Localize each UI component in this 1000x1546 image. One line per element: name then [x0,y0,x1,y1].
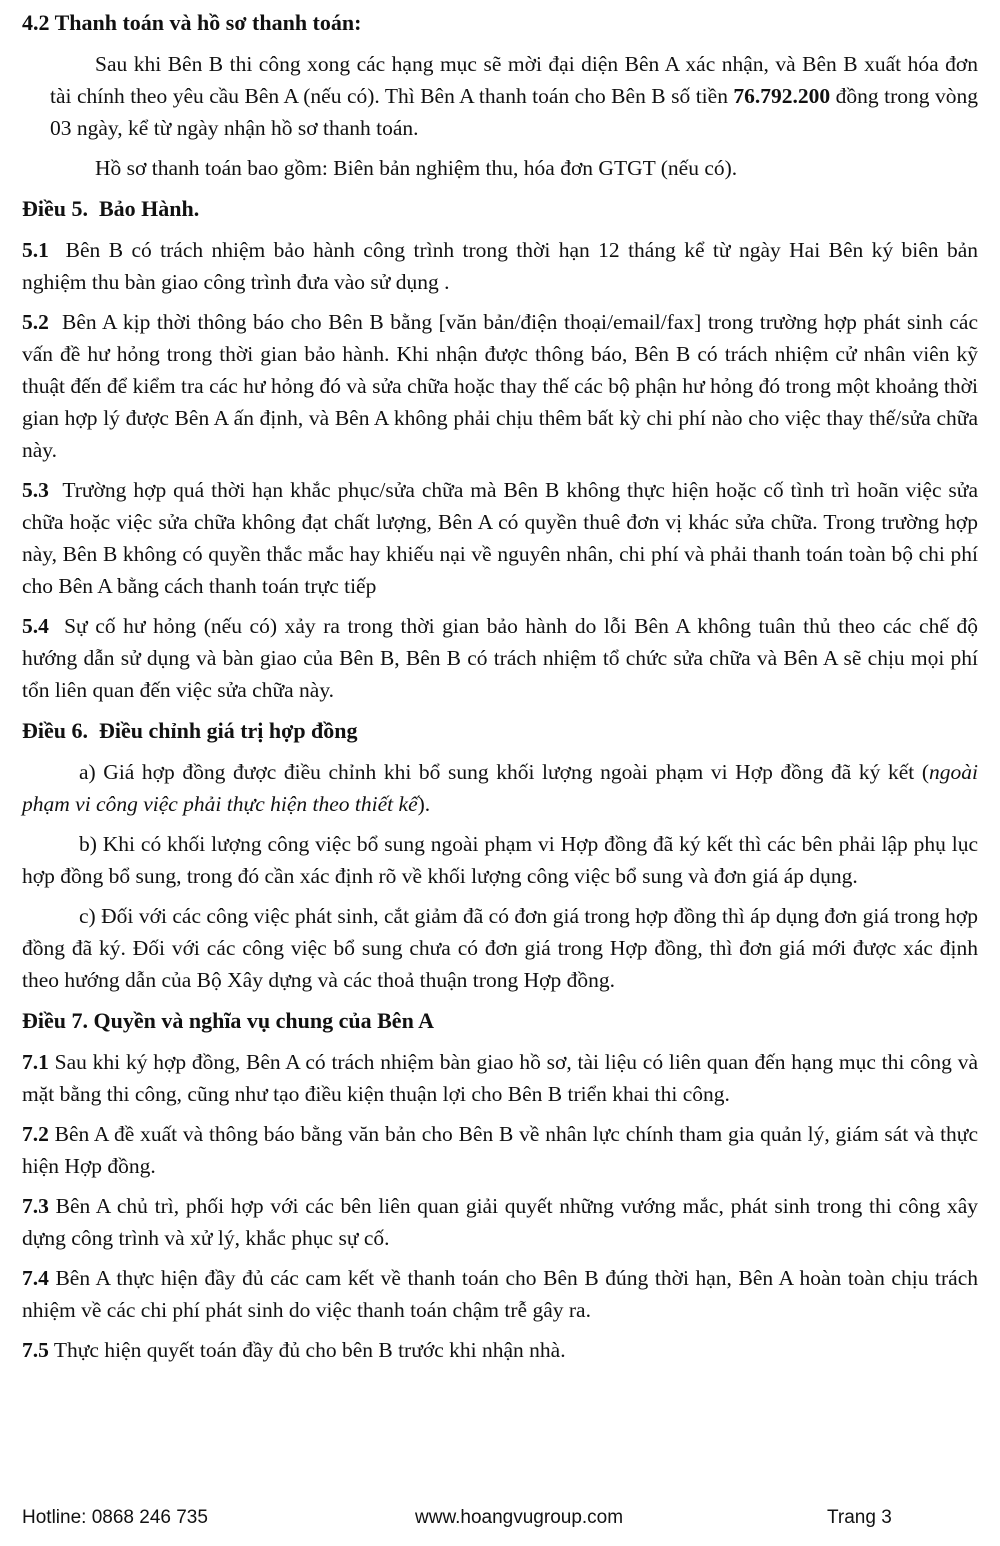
item-a-italic-text: ngoài phạm vi công việc phải thực hiện theo thiết kế [22,760,978,816]
clause-7-3-text: Bên A chủ trì, phối hợp với các bên liên quan giải quyết những vướng mắc, phát sinh trong thi công xây dựng công trình và xử lý, khắc phục sự cố. [22,1194,978,1250]
clause-5-4-text: Sự cố hư hỏng (nếu có) xảy ra trong thời gian bảo hành do lỗi Bên A không tuân thủ theo các chế độ hướng dẫn sử dụng và bàn giao của Bên B, Bên B có trách nhiệm tổ chức sửa chữa và Bên A sẽ chịu mọi phí tổn liên quan đến việc sửa chữa này. [22,614,978,702]
clause-5-2 [22,306,978,466]
footer-website: www.hoangvugroup.com [415,1507,624,1528]
payment-terms-paragraph [50,48,978,144]
clause-7-1-text: Sau khi ký hợp đồng, Bên A có trách nhiệm bàn giao hồ sơ, tài liệu có liên quan đến hạng mục thi công và mặt bằng thi công, cũng như tạo điều kiện thuận lợi cho Bên B triển khai thi công. [22,1050,978,1106]
clause-5-2-number: 5.2 [22,310,49,334]
clause-7-2-number: 7.2 [22,1122,49,1146]
clause-7-2-text: Bên A đề xuất và thông báo bằng văn bản cho Bên B về nhân lực chính tham gia quản lý, giám sát và thực hiện Hợp đồng. [22,1122,978,1178]
article-6-item-b: b) Khi có khối lượng công việc bổ sung ngoài phạm vi Hợp đồng đã ký kết thì các bên phải lập phụ lục hợp đồng bổ sung, trong đó cần xác định rõ về khối lượng công việc bổ sung và đơn giá áp dụng. [22,832,978,888]
clause-5-4-number: 5.4 [22,614,49,638]
payment-dossier-paragraph: Hồ sơ thanh toán bao gồm: Biên bản nghiệm thu, hóa đơn GTGT (nếu có). [95,156,738,180]
clause-7-5 [22,1334,978,1366]
clause-7-1 [22,1046,978,1110]
clause-7-4 [22,1262,978,1326]
clause-5-3 [22,474,978,602]
article-6-heading: Điều 6. Điều chỉnh giá trị hợp đồng [22,718,358,743]
clause-7-5-text: Thực hiện quyết toán đầy đủ cho bên B trước khi nhận nhà. [48,1338,566,1362]
item-a-text-post: ). [417,792,431,816]
article-6-item-a [22,756,978,820]
clause-7-4-text: Bên A thực hiện đầy đủ các cam kết về thanh toán cho Bên B đúng thời hạn, Bên A hoàn toàn chịu trách nhiệm về các chi phí phát sinh do việc thanh toán chậm trễ gây ra. [22,1266,978,1322]
clause-7-3 [22,1190,978,1254]
clause-5-3-text: Trường hợp quá thời hạn khắc phục/sửa chữa mà Bên B không thực hiện hoặc cố tình trì hoãn việc sửa chữa hoặc việc sửa chữa không đạt chất lượng, Bên A có quyền thuê đơn vị khác sửa chữa. Trong trường hợp này, Bên B không có quyền thắc mắc hay khiếu nại về nguyên nhân, chi phí và phải thanh toán toàn bộ chi phí cho Bên A bằng cách thanh toán trực tiếp [22,478,978,598]
page-footer [0,1504,1000,1536]
contract-amount: 76.792.200 [733,84,831,108]
clause-7-5-number: 7.5 [22,1338,49,1362]
clause-7-4-number: 7.4 [22,1266,49,1290]
article-6-item-c: c) Đối với các công việc phát sinh, cắt giảm đã có đơn giá trong hợp đồng thì áp dụng đơn giá trong hợp đồng đã ký. Đối với các công việc bổ sung chưa có đơn giá trong Hợp đồng, thì đơn giá mới được xác định theo hướng dẫn của Bộ Xây dựng và các thoả thuận trong Hợp đồng. [22,904,978,992]
section-4-2-heading: 4.2 Thanh toán và hồ sơ thanh toán: [22,10,362,35]
item-a-text-pre: a) Giá hợp đồng được điều chỉnh khi bổ sung khối lượng ngoài phạm vi Hợp đồng đã ký kết ( [79,760,930,784]
clause-5-1 [22,234,978,298]
article-7-heading: Điều 7. Quyền và nghĩa vụ chung của Bên A [22,1008,434,1033]
clause-5-3-number: 5.3 [22,478,49,502]
clause-5-4 [22,610,978,706]
footer-page-number: Trang 3 [827,1507,892,1528]
clause-7-1-number: 7.1 [22,1050,49,1074]
clause-7-3-number: 7.3 [22,1194,49,1218]
clause-5-1-number: 5.1 [22,238,49,262]
article-5-heading: Điều 5. Bảo Hành. [22,196,200,221]
payment-text-pre: Sau khi Bên B thi công xong các hạng mục sẽ mời đại diện Bên A xác nhận, và Bên B xuất hóa đơn tài chính theo yêu cầu Bên A (nếu có). Thì Bên A thanh toán cho Bên B số tiền [50,52,978,108]
clause-7-2 [22,1118,978,1182]
clause-5-2-text: Bên A kịp thời thông báo cho Bên B bằng [văn bản/điện thoại/email/fax] trong trường hợp phát sinh các vấn đề hư hỏng trong thời gian bảo hành. Khi nhận được thông báo, Bên B có trách nhiệm cử nhân viên kỹ thuật đến để kiểm tra các hư hỏng đó và sửa chữa hoặc thay thế các bộ phận hư hỏng đó trong một khoảng thời gian hợp lý được Bên A ấn định, và Bên A không phải chịu thêm bất kỳ chi phí nào cho việc thay thế/sửa chữa này. [22,310,978,462]
clause-5-1-text: Bên B có trách nhiệm bảo hành công trình trong thời hạn 12 tháng kể từ ngày Hai Bên ký biên bản nghiệm thu bàn giao công trình đưa vào sử dụng . [22,238,978,294]
footer-hotline: Hotline: 0868 246 735 [22,1507,208,1528]
payment-text-post: đồng trong vòng 03 ngày, kể từ ngày nhận hồ sơ thanh toán. [50,84,978,140]
